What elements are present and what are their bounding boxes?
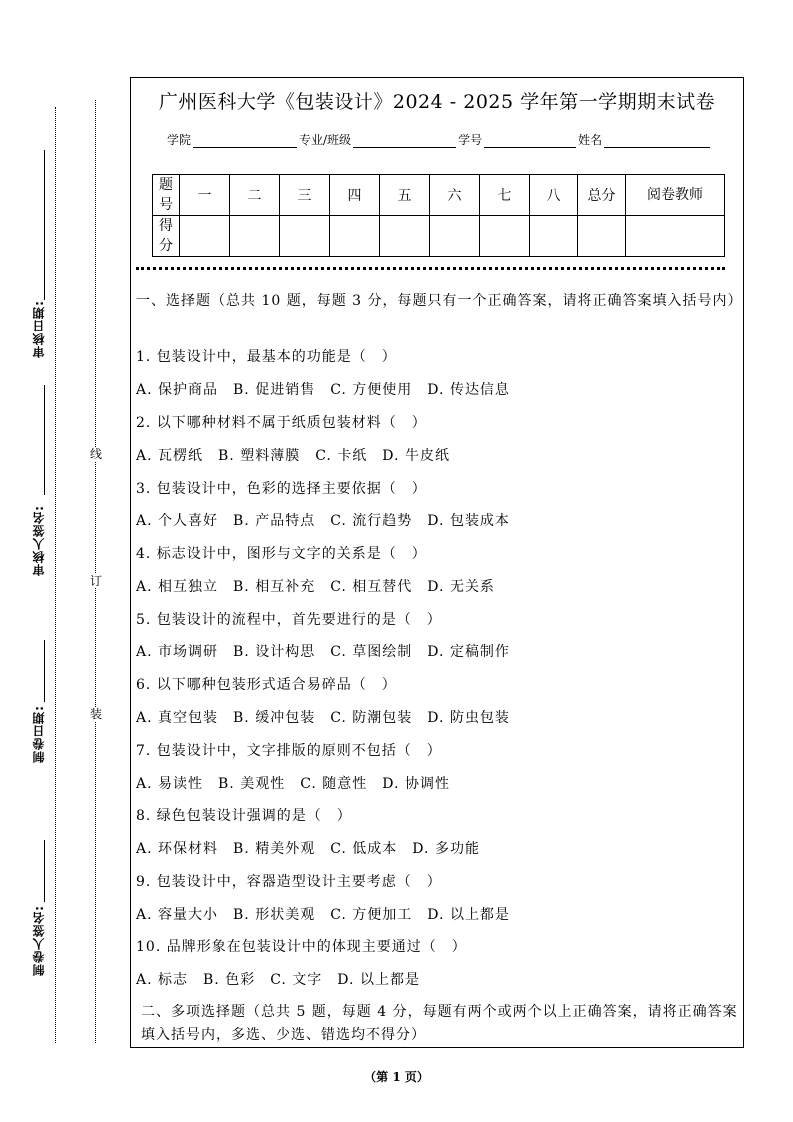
question-5: 5. 包装设计的流程中，首先要进行的是（ ） — [136, 612, 442, 628]
options-7: A. 易读性 B. 美观性 C. 随意性 D. 协调性 — [136, 776, 450, 792]
reviewer-date-blank — [44, 150, 45, 300]
major-class-field[interactable] — [353, 135, 456, 148]
page-number: （第 1 页） — [364, 1070, 429, 1084]
score-cell-total[interactable] — [578, 216, 626, 257]
options-10: A. 标志 B. 色彩 C. 文字 D. 以上都是 — [136, 972, 420, 988]
score-table — [152, 174, 725, 257]
dotted-separator — [136, 267, 725, 270]
question-7: 7. 包装设计中，文字排版的原则不包括（ ） — [136, 743, 442, 759]
college-field[interactable] — [193, 135, 297, 148]
col-3: 三 — [280, 175, 330, 216]
score-cell-8[interactable] — [530, 216, 578, 257]
maker-date-blank — [44, 640, 45, 702]
bind-char-line: 线 — [89, 447, 102, 461]
score-cell-7[interactable] — [480, 216, 530, 257]
question-3: 3. 包装设计中，色彩的选择主要依据（ ） — [136, 481, 427, 497]
reviewer-sign-blank — [44, 385, 45, 495]
score-cell-3[interactable] — [280, 216, 330, 257]
question-9: 9. 包装设计中，容器造型设计主要考虑（ ） — [136, 874, 442, 890]
maker-date-label: 制卷日期: — [32, 705, 46, 763]
question-2: 2. 以下哪种材料不属于纸质包装材料（ ） — [136, 415, 427, 431]
major-class-label: 专业/班级 — [299, 133, 352, 147]
options-1: A. 保护商品 B. 促进销售 C. 方便使用 D. 传达信息 — [136, 382, 510, 398]
score-cell-grader[interactable] — [626, 216, 725, 257]
name-label: 姓名 — [578, 133, 603, 147]
right-dotted-line — [95, 100, 96, 1043]
options-4: A. 相互独立 B. 相互补充 C. 相互替代 D. 无关系 — [136, 579, 495, 595]
bind-char-bind: 装 — [89, 707, 102, 721]
question-4: 4. 标志设计中，图形与文字的关系是（ ） — [136, 546, 427, 562]
reviewer-sign-label: 审核人签名: — [32, 505, 46, 576]
bind-char-staple: 订 — [89, 574, 102, 588]
section1-heading: 一、选择题（总共 10 题，每题 3 分，每题只有一个正确答案，请将正确答案填入括号内） — [136, 293, 743, 309]
col-8: 八 — [530, 175, 578, 216]
row-label-score: 得分 — [153, 216, 180, 257]
maker-sign-label: 制卷人签名: — [32, 905, 46, 976]
col-1: 一 — [180, 175, 230, 216]
student-id-label: 学号 — [458, 133, 483, 147]
options-2: A. 瓦楞纸 B. 塑料薄膜 C. 卡纸 D. 牛皮纸 — [136, 448, 450, 464]
score-cell-1[interactable] — [180, 216, 230, 257]
name-field[interactable] — [604, 135, 710, 148]
score-cell-4[interactable] — [330, 216, 380, 257]
col-7: 七 — [480, 175, 530, 216]
score-table-header-row — [153, 175, 725, 216]
question-1: 1. 包装设计中，最基本的功能是（ ） — [136, 349, 397, 365]
row-label-question-no: 题号 — [153, 175, 180, 216]
score-cell-2[interactable] — [230, 216, 280, 257]
col-total: 总分 — [578, 175, 626, 216]
maker-sign-blank — [44, 840, 45, 902]
options-8: A. 环保材料 B. 精美外观 C. 低成本 D. 多功能 — [136, 841, 480, 857]
question-8: 8. 绿色包装设计强调的是（ ） — [136, 808, 352, 824]
question-6: 6. 以下哪种包装形式适合易碎品（ ） — [136, 677, 397, 693]
exam-frame — [130, 77, 744, 1048]
options-9: A. 容量大小 B. 形状美观 C. 方便加工 D. 以上都是 — [136, 907, 510, 923]
options-6: A. 真空包装 B. 缓冲包装 C. 防潮包装 D. 防虫包装 — [136, 710, 510, 726]
reviewer-date-label: 审核日期: — [32, 300, 46, 358]
score-cell-6[interactable] — [430, 216, 480, 257]
col-4: 四 — [330, 175, 380, 216]
section2-heading: 二、多项选择题（总共 5 题，每题 4 分，每题有两个或两个以上正确答案，请将正确答案填入括号内，多选、少选、错选均不得分） — [141, 1004, 738, 1043]
question-10: 10. 品牌形象在包装设计中的体现主要通过（ ） — [136, 939, 467, 955]
col-6: 六 — [430, 175, 480, 216]
col-2: 二 — [230, 175, 280, 216]
col-grader: 阅卷教师 — [626, 175, 725, 216]
score-table-score-row — [153, 216, 725, 257]
options-5: A. 市场调研 B. 设计构思 C. 草图绘制 D. 定稿制作 — [136, 644, 510, 660]
student-id-field[interactable] — [484, 135, 576, 148]
col-5: 五 — [380, 175, 430, 216]
student-info-row — [167, 131, 712, 148]
score-cell-5[interactable] — [380, 216, 430, 257]
college-label: 学院 — [167, 133, 192, 147]
options-3: A. 个人喜好 B. 产品特点 C. 流行趋势 D. 包装成本 — [136, 513, 510, 529]
left-dotted-line — [55, 107, 56, 1043]
page-title: 广州医科大学《包装设计》2024 - 2025 学年第一学期期末试卷 — [158, 91, 716, 113]
